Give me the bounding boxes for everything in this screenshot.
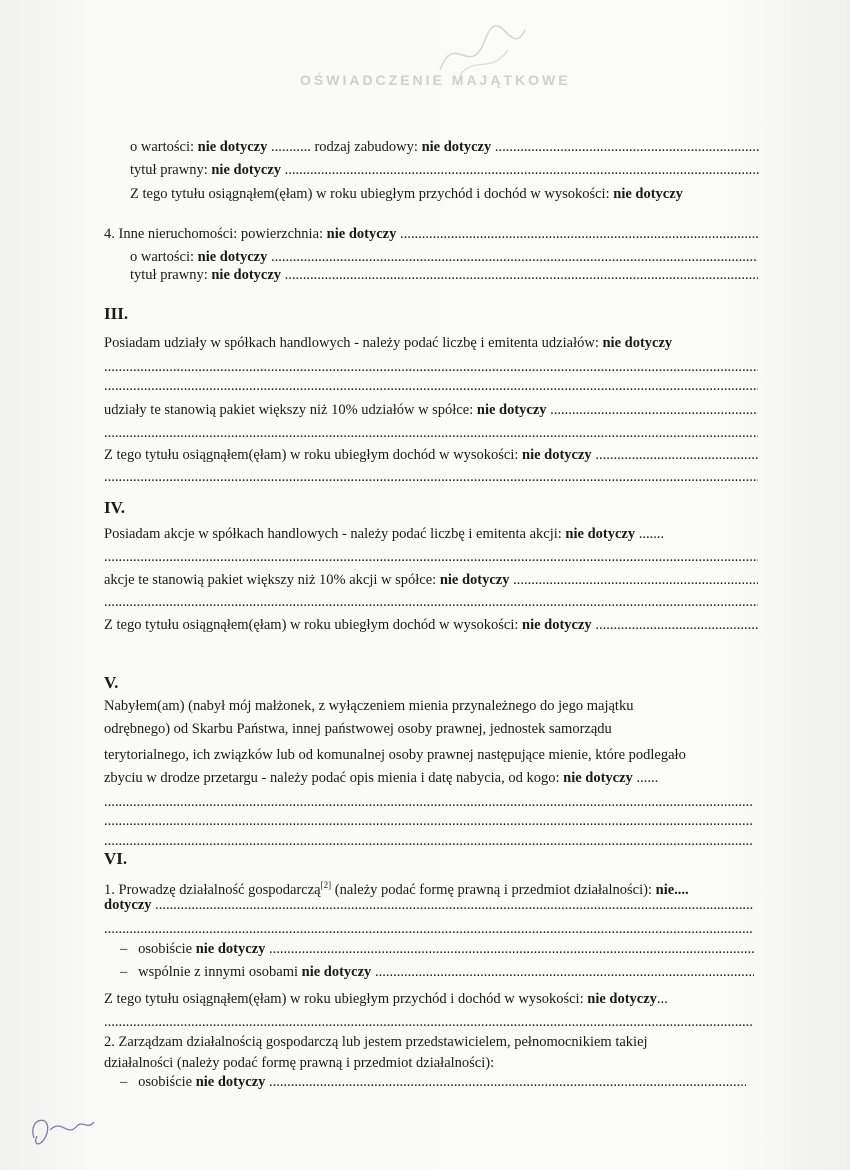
initials-signature	[22, 1108, 102, 1158]
dotted-line	[104, 593, 758, 611]
acquired-text: terytorialnego, ich związków lub od komunalnej osoby prawnej następujące mienie, które podlegało	[104, 747, 686, 763]
income-line: Z tego tytułu osiągnąłem(ęłam) w roku ubiegłym przychód i dochód w wysokości: nie dotyczy	[130, 186, 683, 202]
management-text: 2. Zarządzam działalnością gospodarczą lub jestem przedstawicielem, pełnomocnikiem takiej	[104, 1034, 648, 1050]
stocks-packet-line: akcje te stanowią pakiet większy niż 10% akcji w spółce: nie dotyczy .....	[104, 571, 758, 589]
dotted-line	[104, 424, 758, 442]
shares-packet-line: udziały te stanowią pakiet większy niż 10% udziałów w spółce: nie dotyczy .....	[104, 401, 758, 419]
acquired-text: Nabyłem(am) (nabył mój małżonek, z wyłączeniem mienia przynależnego do jego majątku	[104, 698, 634, 714]
business-income-line: Z tego tytułu osiągnąłem(ęłam) w roku ubiegłym przychód i dochód w wysokości: nie dotyczy...	[104, 991, 668, 1007]
other-value-line: o wartości: nie dotyczy .....	[130, 248, 758, 266]
dotted-line	[104, 1013, 754, 1031]
other-property-line: 4. Inne nieruchomości: powierzchnia: nie dotyczy .....	[104, 225, 758, 243]
stocks-income-line: Z tego tytułu osiągnąłem(ęłam) w roku ubiegłym dochód w wysokości: nie dotyczy .....	[104, 616, 758, 634]
dotted-line	[104, 468, 758, 486]
section-iv-heading: IV.	[104, 498, 125, 517]
section-vi-heading: VI.	[104, 849, 128, 868]
signature-scribble	[430, 20, 540, 90]
shares-income-line: Z tego tytułu osiągnąłem(ęłam) w roku ubiegłym dochód w wysokości: nie dotyczy .....	[104, 446, 758, 464]
stocks-line: Posiadam akcje w spółkach handlowych - należy podać liczbę i emitenta akcji: nie dotyczy .......	[104, 526, 665, 542]
jointly-line: – wspólnie z innymi osobami nie dotyczy .....	[120, 963, 754, 981]
management-personally-line: – osobiście nie dotyczy .....	[120, 1073, 746, 1091]
personally-line: – osobiście nie dotyczy .....	[120, 940, 754, 958]
dotted-line	[104, 832, 754, 850]
acquired-text: odrębnego) od Skarbu Państwa, innej państwowej osoby prawnej, jednostek samorządu	[104, 721, 612, 737]
acquired-line: zbyciu w drodze przetargu - należy podać opis mienia i datę nabycia, od kogo: nie dotyczy ......	[104, 770, 659, 786]
section-iii-heading: III.	[104, 304, 129, 323]
dotted-line	[104, 920, 754, 938]
dotted-line	[104, 812, 754, 830]
shares-line: Posiadam udziały w spółkach handlowych - należy podać liczbę i emitenta udziałów: nie dotyczy	[104, 335, 673, 351]
dotted-line	[104, 548, 758, 566]
dotted-line	[104, 377, 758, 395]
business-line: 1. Prowadzę działalność gospodarczą[2] (należy podać formę prawną i przedmiot działalności): nie....	[104, 880, 689, 898]
value-line: o wartości: nie dotyczy ........... rodzaj zabudowy: nie dotyczy .....	[130, 138, 760, 156]
management-text: działalności (należy podać formę prawną i przedmiot działalności):	[104, 1055, 495, 1071]
business-cont-line: dotyczy .....	[104, 896, 754, 914]
watermark-heading: OŚWIADCZENIE MAJĄTKOWE	[300, 72, 571, 88]
dotted-line	[104, 793, 754, 811]
legal-title-line: tytuł prawny: nie dotyczy .....	[130, 161, 760, 179]
dotted-line	[104, 358, 758, 376]
section-v-heading: V.	[104, 673, 119, 692]
other-title-line: tytuł prawny: nie dotyczy .....	[130, 266, 758, 284]
